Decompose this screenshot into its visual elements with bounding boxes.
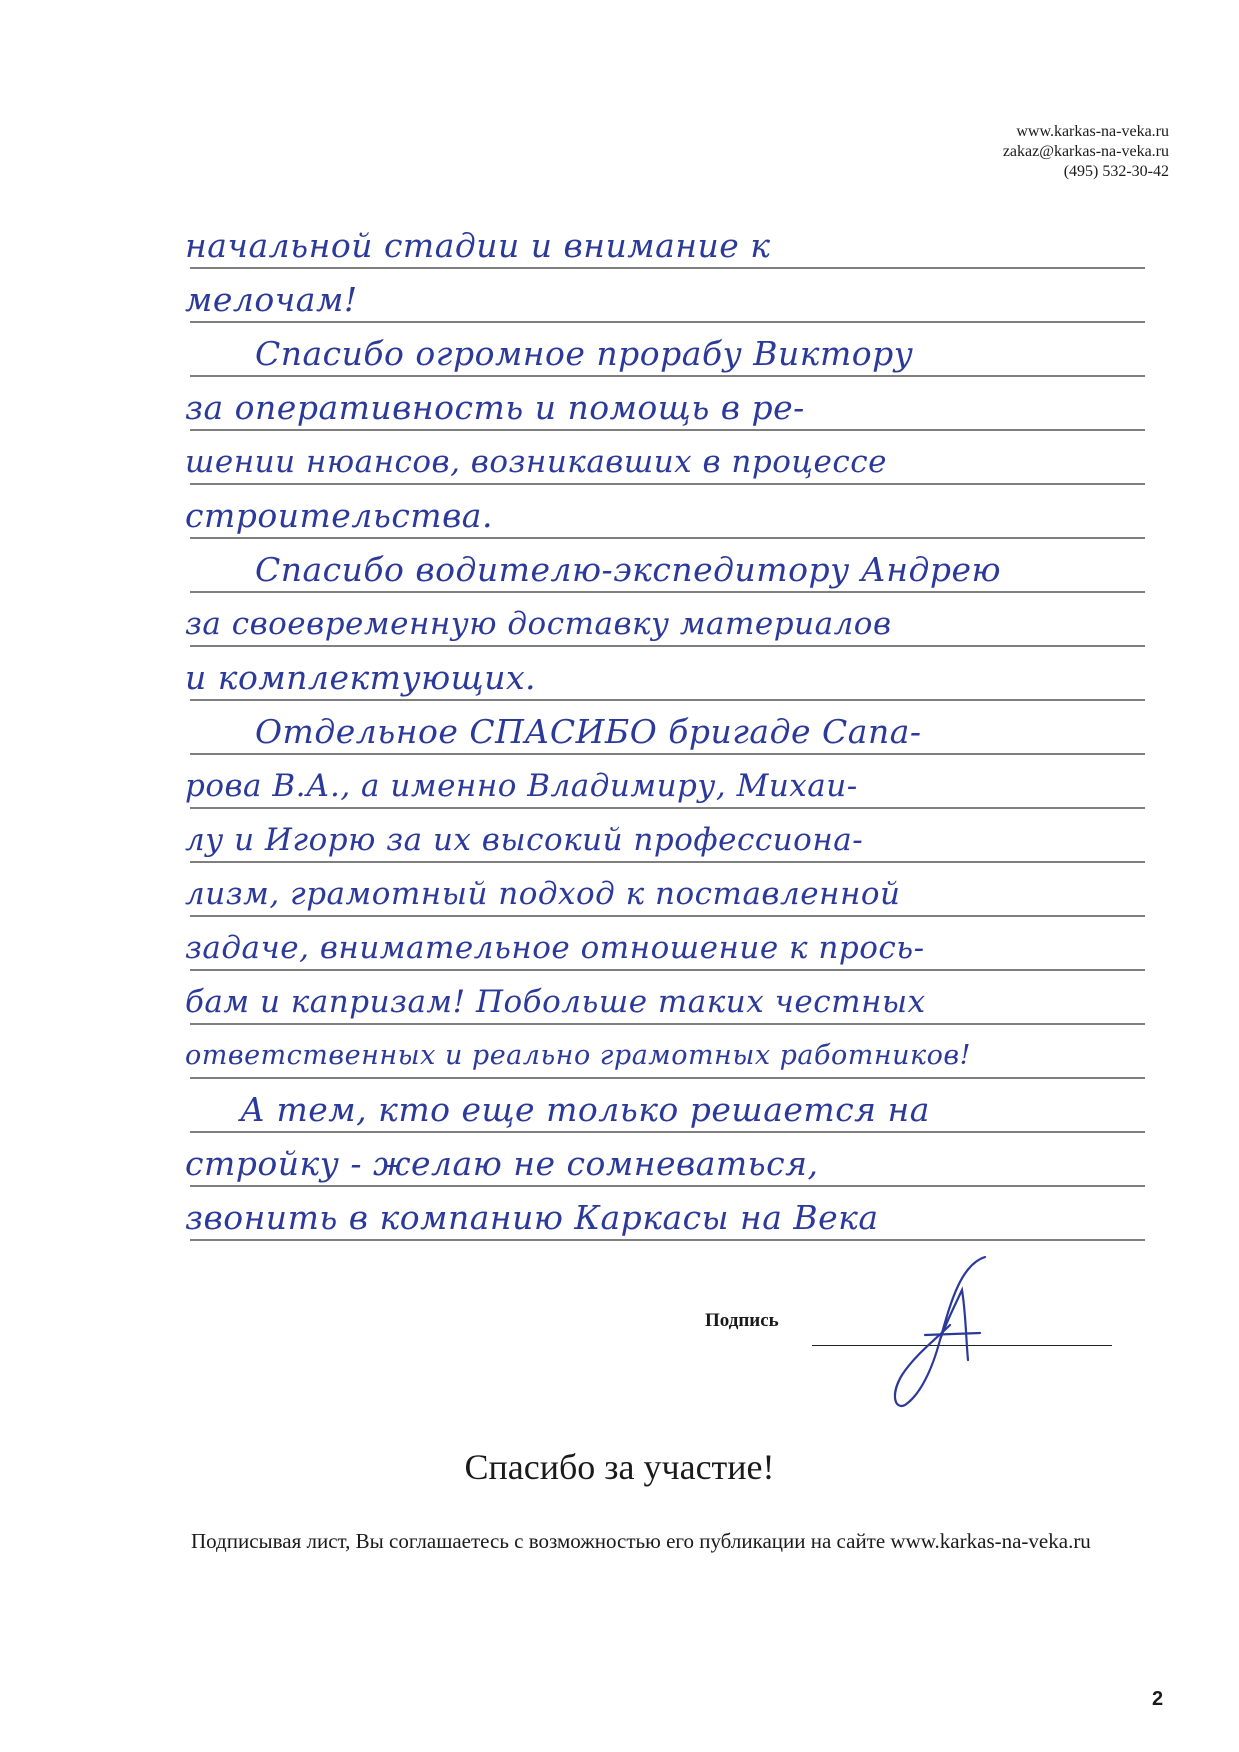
handwritten-line: мелочам!: [185, 280, 358, 319]
handwritten-line: Отдельное СПАСИБО бригаде Сапа-: [255, 712, 922, 751]
handwritten-line: лу и Игорю за их высокий профессиона-: [185, 822, 864, 858]
handwritten-line: Спасибо огромное прорабу Виктору: [255, 334, 914, 373]
page-number: 2: [1152, 1688, 1164, 1710]
handwritten-line: за оперативность и помощь в ре-: [185, 388, 805, 427]
handwritten-line: за своевременную доставку материалов: [185, 606, 892, 642]
handwritten-line: звонить в компанию Каркасы на Века: [185, 1198, 879, 1237]
thanks-heading: Спасибо за участие!: [464, 1447, 775, 1487]
handwritten-line: и комплектующих.: [185, 658, 537, 697]
website-link[interactable]: www.karkas-na-veka.ru: [1016, 123, 1169, 140]
signature-label: Подпись: [705, 1310, 779, 1331]
handwritten-line: задаче, внимательное отношение к прось-: [185, 930, 925, 966]
handwritten-line: лизм, грамотный подход к поставленной: [185, 876, 901, 912]
handwritten-line: ответственных и реально грамотных работников!: [185, 1040, 971, 1071]
handwritten-signature-icon: [840, 1245, 1000, 1415]
handwritten-line: А тем, кто еще только решается на: [240, 1090, 930, 1129]
handwritten-line: шении нюансов, возникавших в процессе: [185, 444, 887, 480]
handwritten-line: строительства.: [185, 496, 493, 535]
handwritten-line: Спасибо водителю-экспедитору Андрею: [255, 550, 1002, 589]
handwritten-line: начальной стадии и внимание к: [185, 226, 771, 265]
handwritten-line: стройку - желаю не сомневаться,: [185, 1144, 819, 1183]
handwritten-line: рова В.А., а именно Владимиру, Михаи-: [185, 768, 858, 804]
publication-notice: Подписывая лист, Вы соглашаетесь с возможностью его публикации на сайте www.karkas-na-veka.ru: [191, 1529, 1091, 1553]
email-link[interactable]: zakaz@karkas-na-veka.ru: [1002, 143, 1169, 160]
handwritten-line: бам и капризам! Побольше таких честных: [185, 984, 926, 1020]
phone-number: (495) 532-30-42: [1063, 163, 1169, 180]
